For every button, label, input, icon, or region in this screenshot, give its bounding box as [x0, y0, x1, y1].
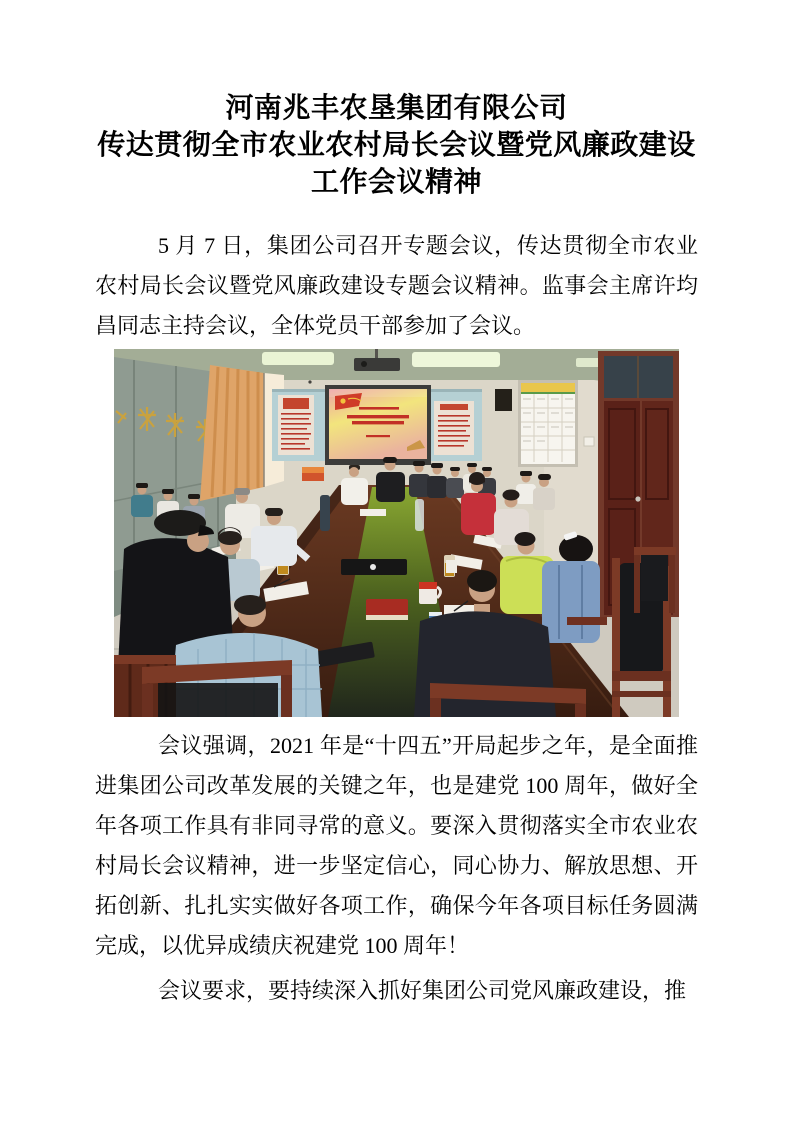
page-title-line-1: 河南兆丰农垦集团有限公司	[225, 93, 568, 124]
chair-right-mid	[567, 617, 607, 625]
meeting-photo-illustration	[114, 349, 679, 717]
right-poster	[434, 401, 474, 455]
water-bottle	[415, 499, 424, 531]
paragraph-requirements: 会议要求，要持续深入抓好集团公司党风廉政建设，推	[158, 978, 687, 1003]
meeting-photo	[114, 349, 679, 717]
speaker-box	[495, 389, 512, 411]
chair-plaid-man	[142, 660, 292, 717]
whiteboard-chart	[518, 380, 578, 467]
paragraph-intro: 5 月 7 日，集团公司召开专题会议，传达贯彻全市农业农村局长会议暨党风廉政建设专题会议精神。监事会主席许均昌同志主持会议，全体党员干部参加了会议。	[95, 233, 698, 338]
page-title-line-3: 工作会议精神	[310, 167, 482, 198]
page-title	[95, 90, 698, 201]
wall-camera	[308, 380, 311, 383]
light-switch	[584, 437, 594, 446]
window-curtain	[200, 365, 284, 501]
left-poster	[278, 395, 314, 455]
document-content	[0, 90, 793, 1011]
door-handle	[635, 496, 640, 501]
projection-screen	[325, 385, 431, 465]
paragraph-emphasis: 会议强调，2021 年是“十四五”开局起步之年，是全面推进集团公司改革发展的关键之年，也是建党 100 周年，做好全年各项工作具有非同寻常的意义。要深入贯彻落实全市农业农村局长会议精神，进一步坚定信心，同心协力、解放思想、开拓创新、扎扎实实做好各项工作，确保今年各项目标任务圆满完成，以优异成绩庆祝建党 100 周年！	[95, 733, 698, 958]
thermos	[320, 495, 330, 531]
page-title-line-2: 传达贯彻全市农业农村局长会议暨党风廉政建设	[97, 130, 696, 161]
